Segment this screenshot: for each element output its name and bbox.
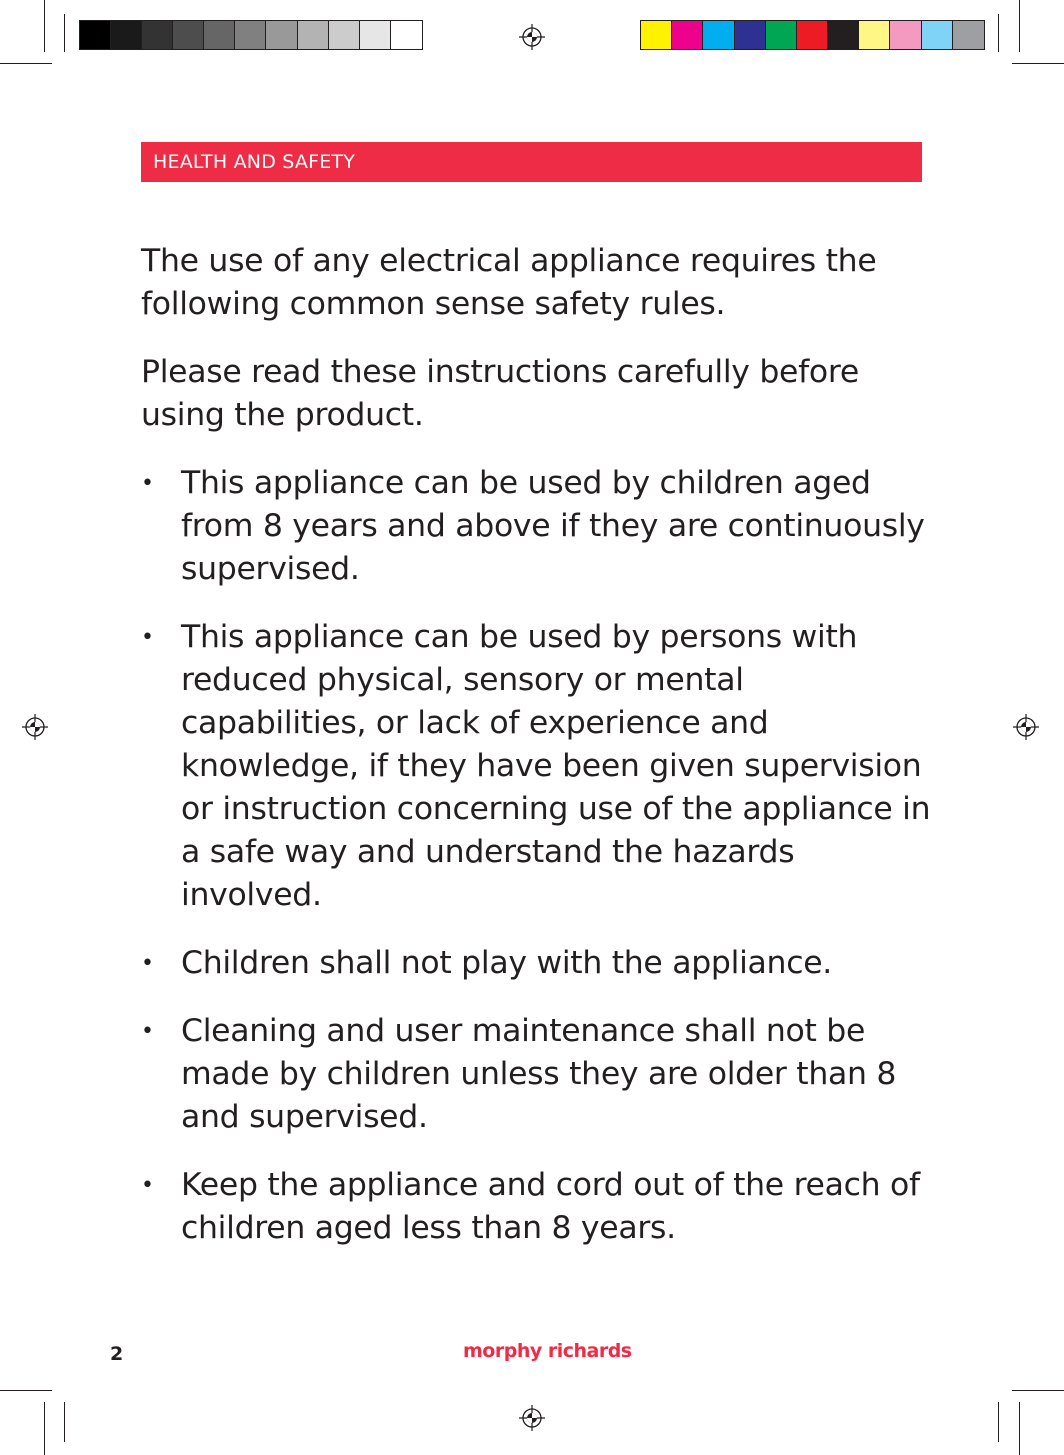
color-swatch bbox=[797, 21, 828, 49]
color-swatch bbox=[672, 21, 703, 49]
color-swatch bbox=[266, 21, 297, 49]
color-swatch bbox=[204, 21, 235, 49]
color-swatch bbox=[766, 21, 797, 49]
crop-mark bbox=[1019, 0, 1020, 52]
registration-mark-icon bbox=[22, 714, 48, 740]
list-item bbox=[141, 1010, 931, 1139]
process-color-bar bbox=[640, 20, 985, 50]
safety-rules-list bbox=[141, 462, 931, 1250]
registration-mark-icon bbox=[1013, 714, 1039, 740]
section-header-band bbox=[141, 142, 922, 182]
list-item-text: Cleaning and user maintenance shall not be made by children unless they are older than 8 and supervised. bbox=[181, 1013, 897, 1135]
color-swatch bbox=[142, 21, 173, 49]
list-item bbox=[141, 616, 931, 917]
bullet-icon: • bbox=[141, 471, 154, 496]
crop-mark bbox=[998, 1402, 999, 1442]
intro-paragraph: Please read these instructions carefully before using the product. bbox=[141, 354, 859, 433]
crop-mark bbox=[44, 1402, 45, 1455]
section-title: HEALTH AND SAFETY bbox=[153, 151, 356, 173]
color-swatch bbox=[703, 21, 734, 49]
list-item-text: Children shall not play with the appliance. bbox=[181, 945, 832, 981]
crop-mark bbox=[0, 63, 52, 64]
brand-logo: morphy richards bbox=[463, 1340, 632, 1362]
color-swatch bbox=[360, 21, 391, 49]
crop-mark bbox=[64, 1402, 65, 1442]
bullet-icon: • bbox=[141, 1173, 154, 1198]
grayscale-color-bar bbox=[79, 20, 423, 50]
list-item bbox=[141, 462, 931, 591]
color-swatch bbox=[828, 21, 859, 49]
color-swatch bbox=[735, 21, 766, 49]
crop-mark bbox=[64, 14, 65, 52]
color-swatch bbox=[235, 21, 266, 49]
color-swatch bbox=[890, 21, 921, 49]
color-swatch bbox=[859, 21, 890, 49]
registration-mark-icon bbox=[519, 24, 545, 50]
safety-content bbox=[141, 240, 931, 1275]
color-swatch bbox=[80, 21, 111, 49]
crop-mark bbox=[998, 14, 999, 52]
list-item-text: Keep the appliance and cord out of the reach of children aged less than 8 years. bbox=[181, 1167, 920, 1246]
color-swatch bbox=[922, 21, 953, 49]
list-item-text: This appliance can be used by children aged from 8 years and above if they are continuously supervised. bbox=[181, 465, 925, 587]
list-item bbox=[141, 942, 931, 985]
bullet-icon: • bbox=[141, 625, 154, 650]
color-swatch bbox=[111, 21, 142, 49]
page-number: 2 bbox=[110, 1343, 124, 1365]
crop-mark bbox=[0, 1390, 52, 1391]
color-swatch bbox=[641, 21, 672, 49]
list-item bbox=[141, 1164, 931, 1250]
crop-mark bbox=[44, 0, 45, 52]
list-item-text: This appliance can be used by persons with reduced physical, sensory or mental capabilities, or lack of experience and knowledge, if they have been given supervision or instruction concerning use of the appliance in a safe way and understand the hazards involved. bbox=[181, 619, 931, 913]
crop-mark bbox=[1012, 63, 1064, 64]
color-swatch bbox=[329, 21, 360, 49]
bullet-icon: • bbox=[141, 951, 154, 976]
registration-mark-icon bbox=[519, 1405, 545, 1431]
crop-mark bbox=[1012, 1390, 1064, 1391]
crop-mark bbox=[1019, 1402, 1020, 1455]
color-swatch bbox=[298, 21, 329, 49]
color-swatch bbox=[391, 21, 422, 49]
color-swatch bbox=[173, 21, 204, 49]
intro-paragraph: The use of any electrical appliance requires the following common sense safety rules. bbox=[141, 243, 877, 322]
bullet-icon: • bbox=[141, 1019, 154, 1044]
color-swatch bbox=[953, 21, 984, 49]
